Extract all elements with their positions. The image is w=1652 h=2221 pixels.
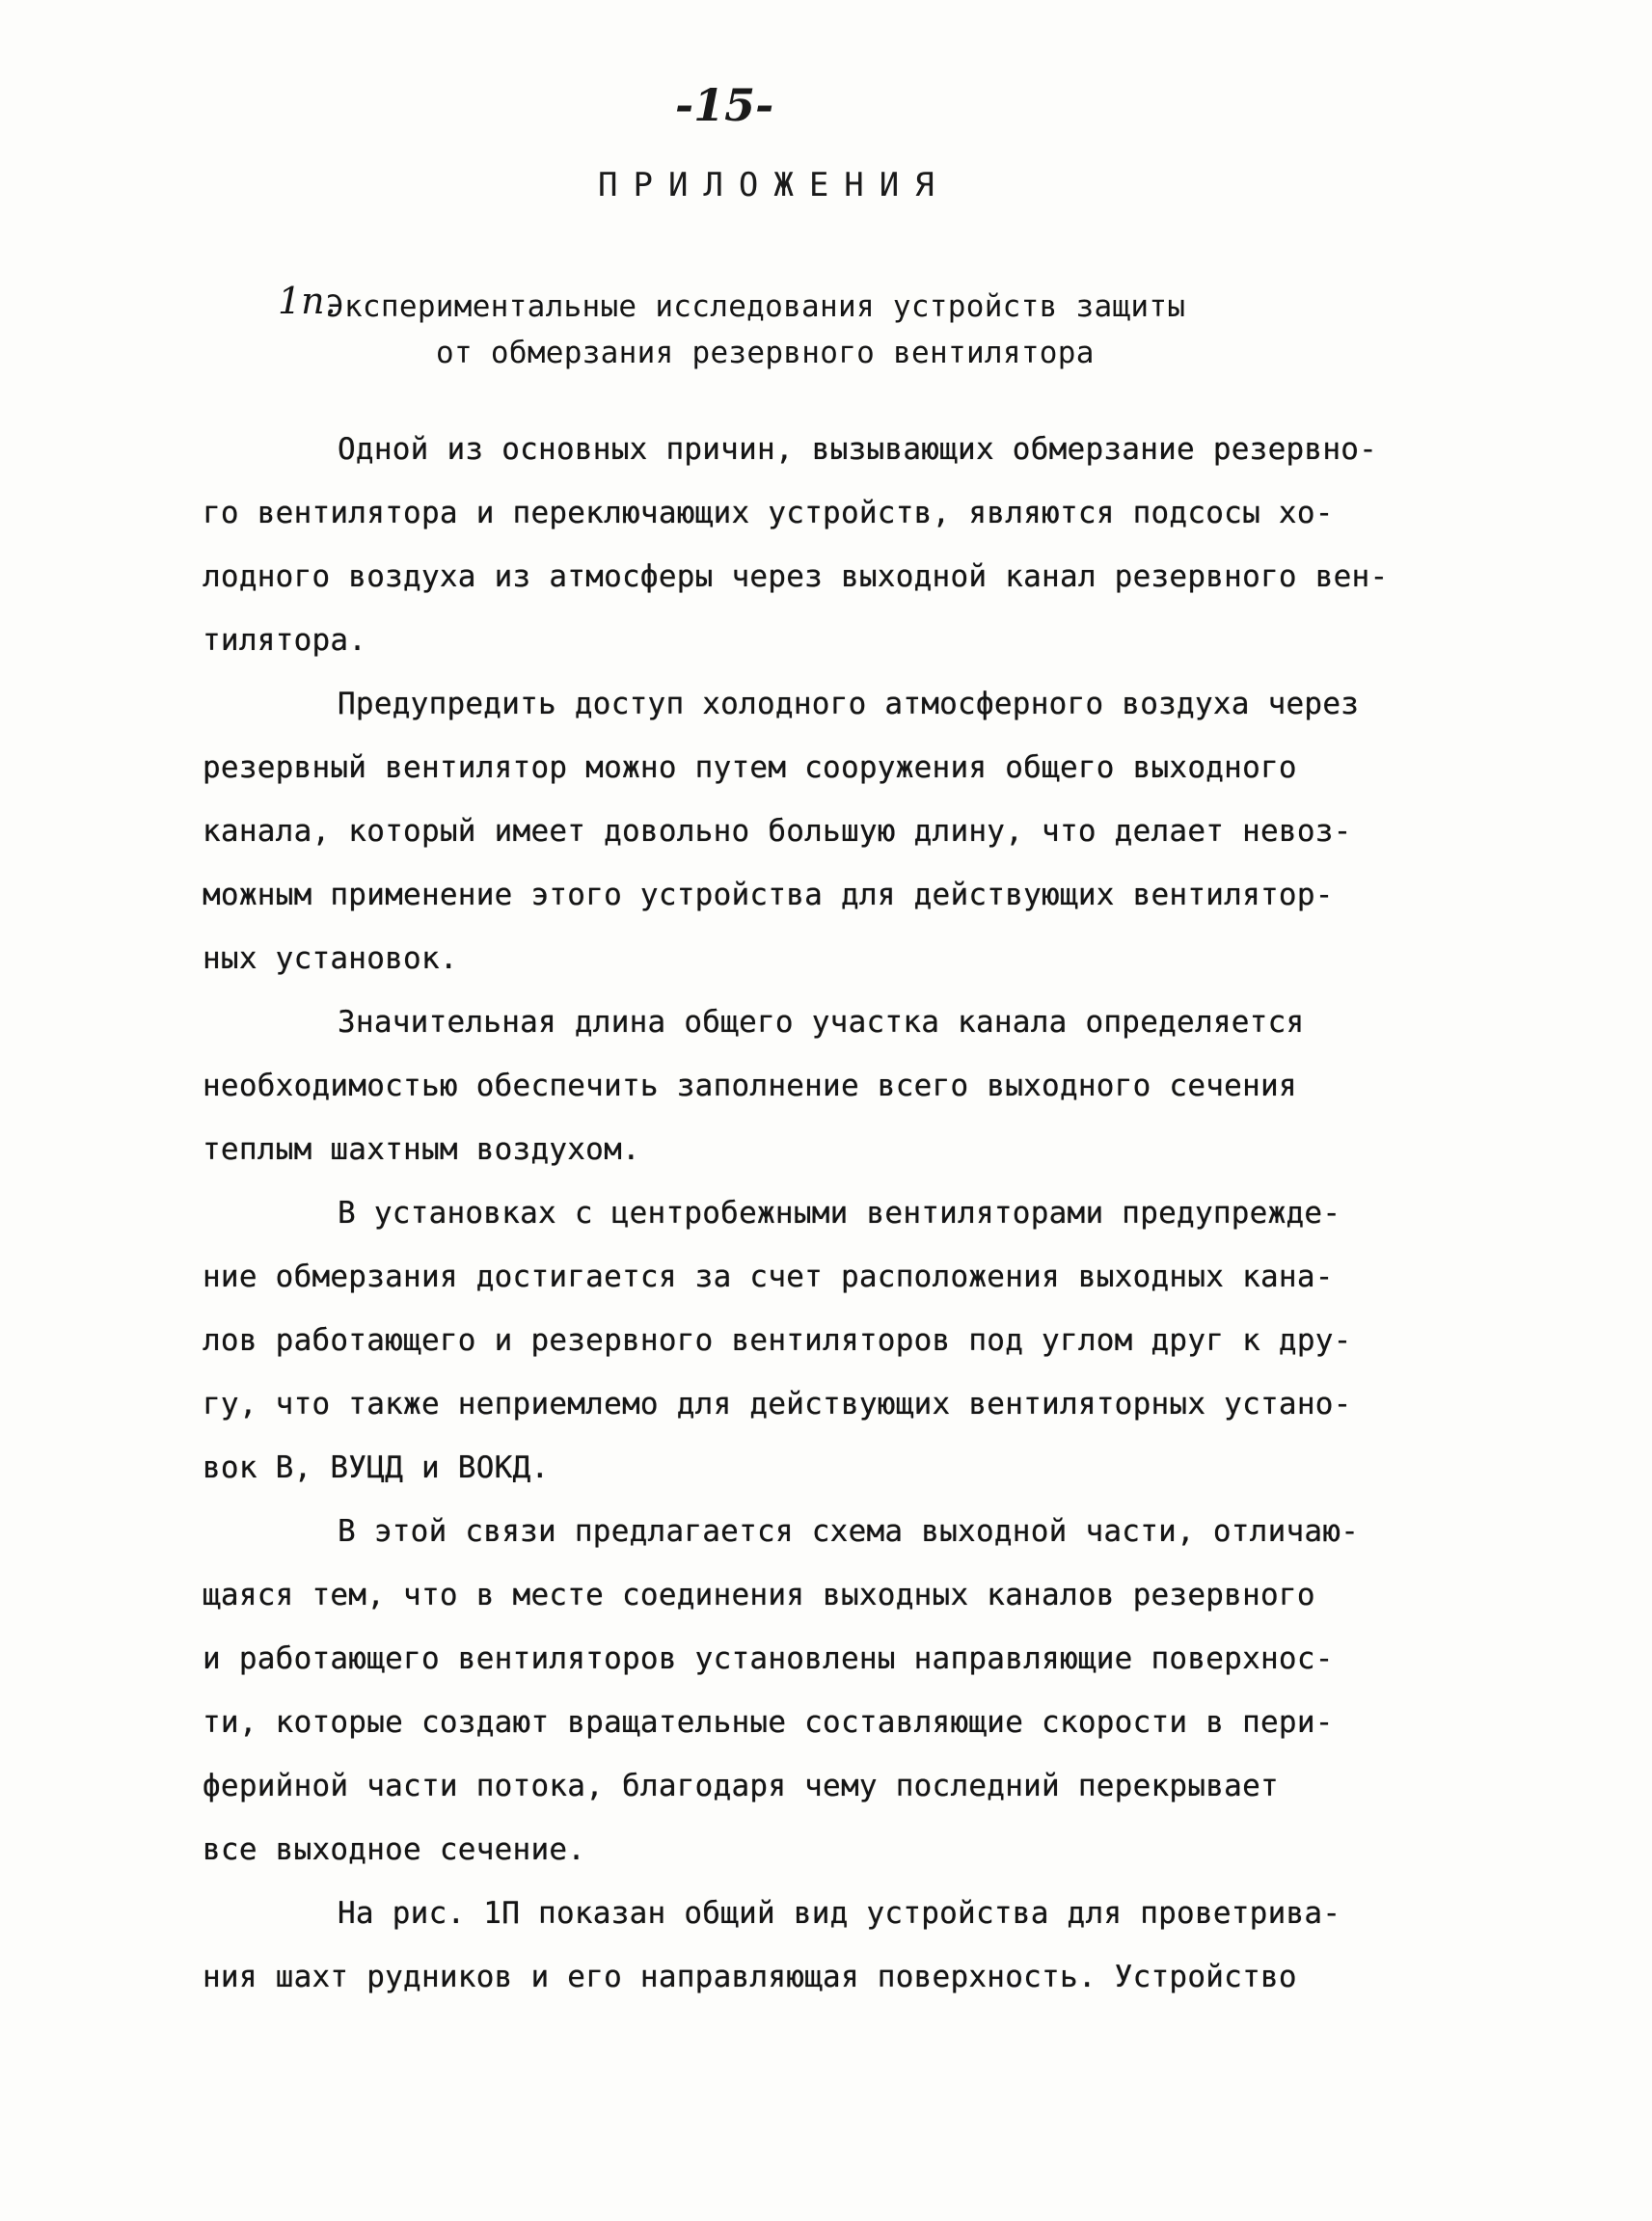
body-line: ферийной части потока, благодаря чему последний перекрывает bbox=[203, 1769, 1279, 1803]
section-number: 1п. bbox=[278, 280, 337, 322]
body-line: ние обмерзания достигается за счет расположения выходных кана- bbox=[203, 1259, 1334, 1294]
section-title-line-1: Экспериментальные исследования устройств защиты bbox=[326, 289, 1186, 324]
body-line: теплым шахтным воздухом. bbox=[203, 1132, 640, 1167]
body-line: В установках с центробежными вентиляторами предупрежде- bbox=[338, 1196, 1341, 1231]
body-line: необходимостью обеспечить заполнение всего выходного сечения bbox=[203, 1069, 1297, 1103]
body-line: На рис. 1П показан общий вид устройства для проветрива- bbox=[338, 1896, 1341, 1931]
body-line: Значительная длина общего участка канала определяется bbox=[338, 1005, 1305, 1040]
body-line: щаяся тем, что в месте соединения выходных каналов резервного bbox=[203, 1578, 1315, 1612]
body-line: и работающего вентиляторов установлены направляющие поверхнос- bbox=[203, 1641, 1334, 1676]
body-line: лодного воздуха из атмосферы через выходной канал резервного вен- bbox=[203, 559, 1389, 594]
body-line: ния шахт рудников и его направляющая поверхность. Устройство bbox=[203, 1960, 1297, 1994]
page-number: -15- bbox=[675, 79, 774, 131]
body-line: го вентилятора и переключающих устройств, являются подсосы хо- bbox=[203, 496, 1334, 530]
body-line: можным применение этого устройства для действующих вентилятор- bbox=[203, 878, 1334, 912]
body-line: гу, что также неприемлемо для действующих вентиляторных устано- bbox=[203, 1387, 1352, 1422]
body-line: ти, которые создают вращательные составляющие скорости в пери- bbox=[203, 1705, 1334, 1740]
body-line: канала, который имеет довольно большую длину, что делает невоз- bbox=[203, 814, 1352, 849]
body-line: Предупредить доступ холодного атмосферного воздуха через bbox=[338, 687, 1360, 721]
body-line: тилятора. bbox=[203, 623, 367, 658]
body-line: Одной из основных причин, вызывающих обмерзание резервно- bbox=[338, 432, 1378, 467]
body-line: лов работающего и резервного вентиляторов под углом друг к дру- bbox=[203, 1323, 1352, 1358]
body-line: В этой связи предлагается схема выходной части, отличаю- bbox=[338, 1514, 1360, 1549]
section-title-line-2: от обмерзания резервного вентилятора bbox=[436, 336, 1095, 370]
body-line: ных установок. bbox=[203, 941, 458, 976]
body-line: резервный вентилятор можно путем сооружения общего выходного bbox=[203, 750, 1297, 785]
appendix-heading: ПРИЛОЖЕНИЯ bbox=[598, 166, 950, 204]
body-line: все выходное сечение. bbox=[203, 1832, 586, 1867]
body-line: вок В, ВУЦД и ВОКД. bbox=[203, 1450, 550, 1485]
